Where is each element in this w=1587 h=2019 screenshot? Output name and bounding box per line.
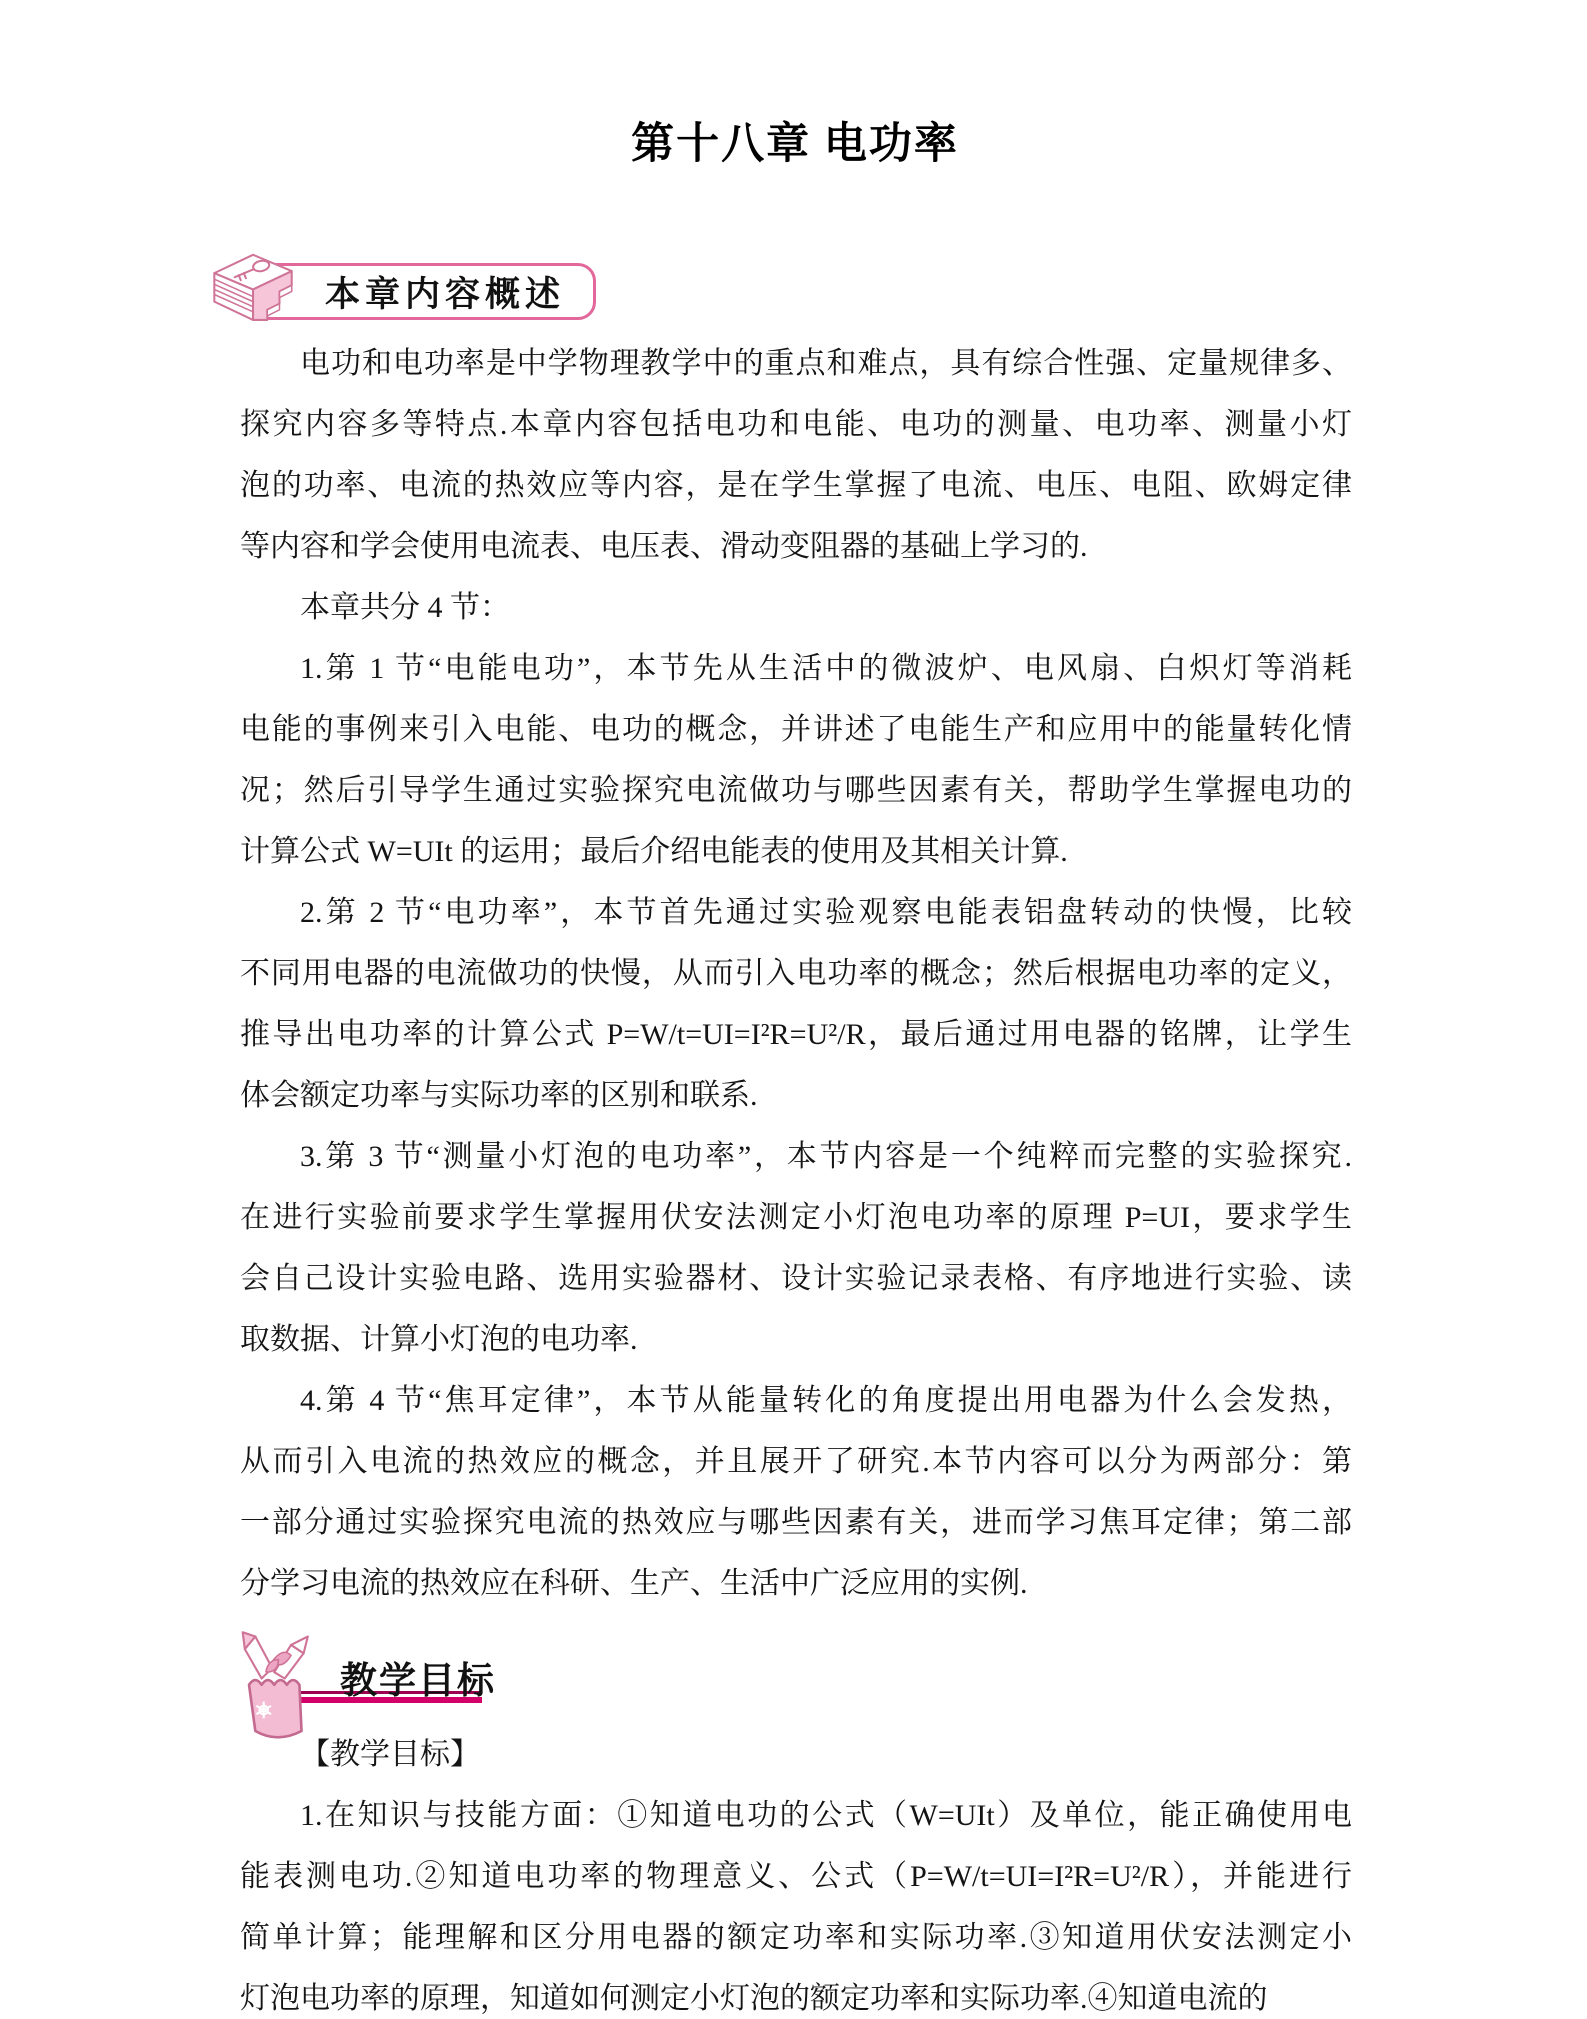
text-line: 会自己设计实验电路、选用实验器材、设计实验记录表格、有序地进行实验、读 [240, 1262, 1352, 1295]
text-line: 推导出电功率的计算公式 P=W/t=UI=I²R=U²/R，最后通过用电器的铭牌，让学生 [240, 1018, 1352, 1051]
text-line: 本章共分 4 节： [300, 591, 510, 624]
paragraph [240, 1785, 1352, 2019]
text-line: 能表测电功.②知道电功率的物理意义、公式（P=W/t=UI=I²R=U²/R），并能进行 [240, 1860, 1352, 1893]
text-line: 1.第 1 节“电能电功”，本节先从生活中的微波炉、电风扇、白炽灯等消耗 [300, 652, 1352, 685]
text-line: 电能的事例来引入电能、电功的概念，并讲述了电能生产和应用中的能量转化情 [240, 713, 1352, 746]
text-line: 灯泡电功率的原理，知道如何测定小灯泡的额定功率和实际功率.④知道电流的 [240, 1982, 1268, 2015]
text-line: 【教学目标】 [300, 1738, 480, 1771]
text-line: 体会额定功率与实际功率的区别和联系. [240, 1079, 758, 1112]
paragraph [240, 882, 1352, 1126]
text-line: 取数据、计算小灯泡的电功率. [240, 1323, 638, 1356]
paragraph [240, 333, 1352, 577]
text-line: 在进行实验前要求学生掌握用伏安法测定小灯泡电功率的原理 P=UI，要求学生 [240, 1201, 1352, 1234]
text-line: 泡的功率、电流的热效应等内容，是在学生掌握了电流、电压、电阻、欧姆定律 [240, 469, 1352, 502]
text-line: 从而引入电流的热效应的概念，并且展开了研究.本节内容可以分为两部分：第 [240, 1445, 1352, 1478]
section-goals-body [240, 1724, 1352, 2019]
text-line: 简单计算；能理解和区分用电器的额定功率和实际功率.③知道用伏安法测定小 [240, 1921, 1352, 1954]
text-line: 一部分通过实验探究电流的热效应与哪些因素有关，进而学习焦耳定律；第二部 [240, 1506, 1352, 1539]
text-line: 探究内容多等特点.本章内容包括电功和电能、电功的测量、电功率、测量小灯 [240, 408, 1352, 441]
text-line: 2.第 2 节“电功率”，本节首先通过实验观察电能表铝盘转动的快慢，比较 [300, 896, 1352, 929]
paragraph [240, 638, 1352, 882]
text-line: 等内容和学会使用电流表、电压表、滑动变阻器的基础上学习的. [240, 530, 1088, 563]
text-line: 4.第 4 节“焦耳定律”，本节从能量转化的角度提出用电器为什么会发热， [300, 1384, 1352, 1417]
paragraph [240, 1724, 1352, 1785]
page-title: 第十八章 电功率 [631, 121, 959, 168]
text-line: 电功和电功率是中学物理教学中的重点和难点，具有综合性强、定量规律多、 [300, 347, 1352, 380]
paragraph [240, 577, 1352, 638]
paragraph [240, 1370, 1352, 1614]
text-line: 不同用电器的电流做功的快慢，从而引入电功率的概念；然后根据电功率的定义， [240, 957, 1352, 990]
pencil-cup-icon [230, 1626, 330, 1757]
section-banner-overview-label: 本章内容概述 [325, 274, 566, 314]
books-key-icon [196, 246, 308, 349]
text-line: 况；然后引导学生通过实验探究电流做功与哪些因素有关，帮助学生掌握电功的 [240, 774, 1352, 807]
text-line: 1.在知识与技能方面：①知道电功的公式（W=UIt）及单位，能正确使用电 [300, 1799, 1352, 1832]
section-banner-goals-label: 教学目标 [340, 1660, 496, 1701]
text-line: 3.第 3 节“测量小灯泡的电功率”，本节内容是一个纯粹而完整的实验探究. [300, 1140, 1352, 1173]
paragraph [240, 1126, 1352, 1370]
text-line: 计算公式 W=UIt 的运用；最后介绍电能表的使用及其相关计算. [240, 835, 1068, 868]
section-overview-body [240, 333, 1352, 1614]
text-line: 分学习电流的热效应在科研、生产、生活中广泛应用的实例. [240, 1567, 1028, 1600]
